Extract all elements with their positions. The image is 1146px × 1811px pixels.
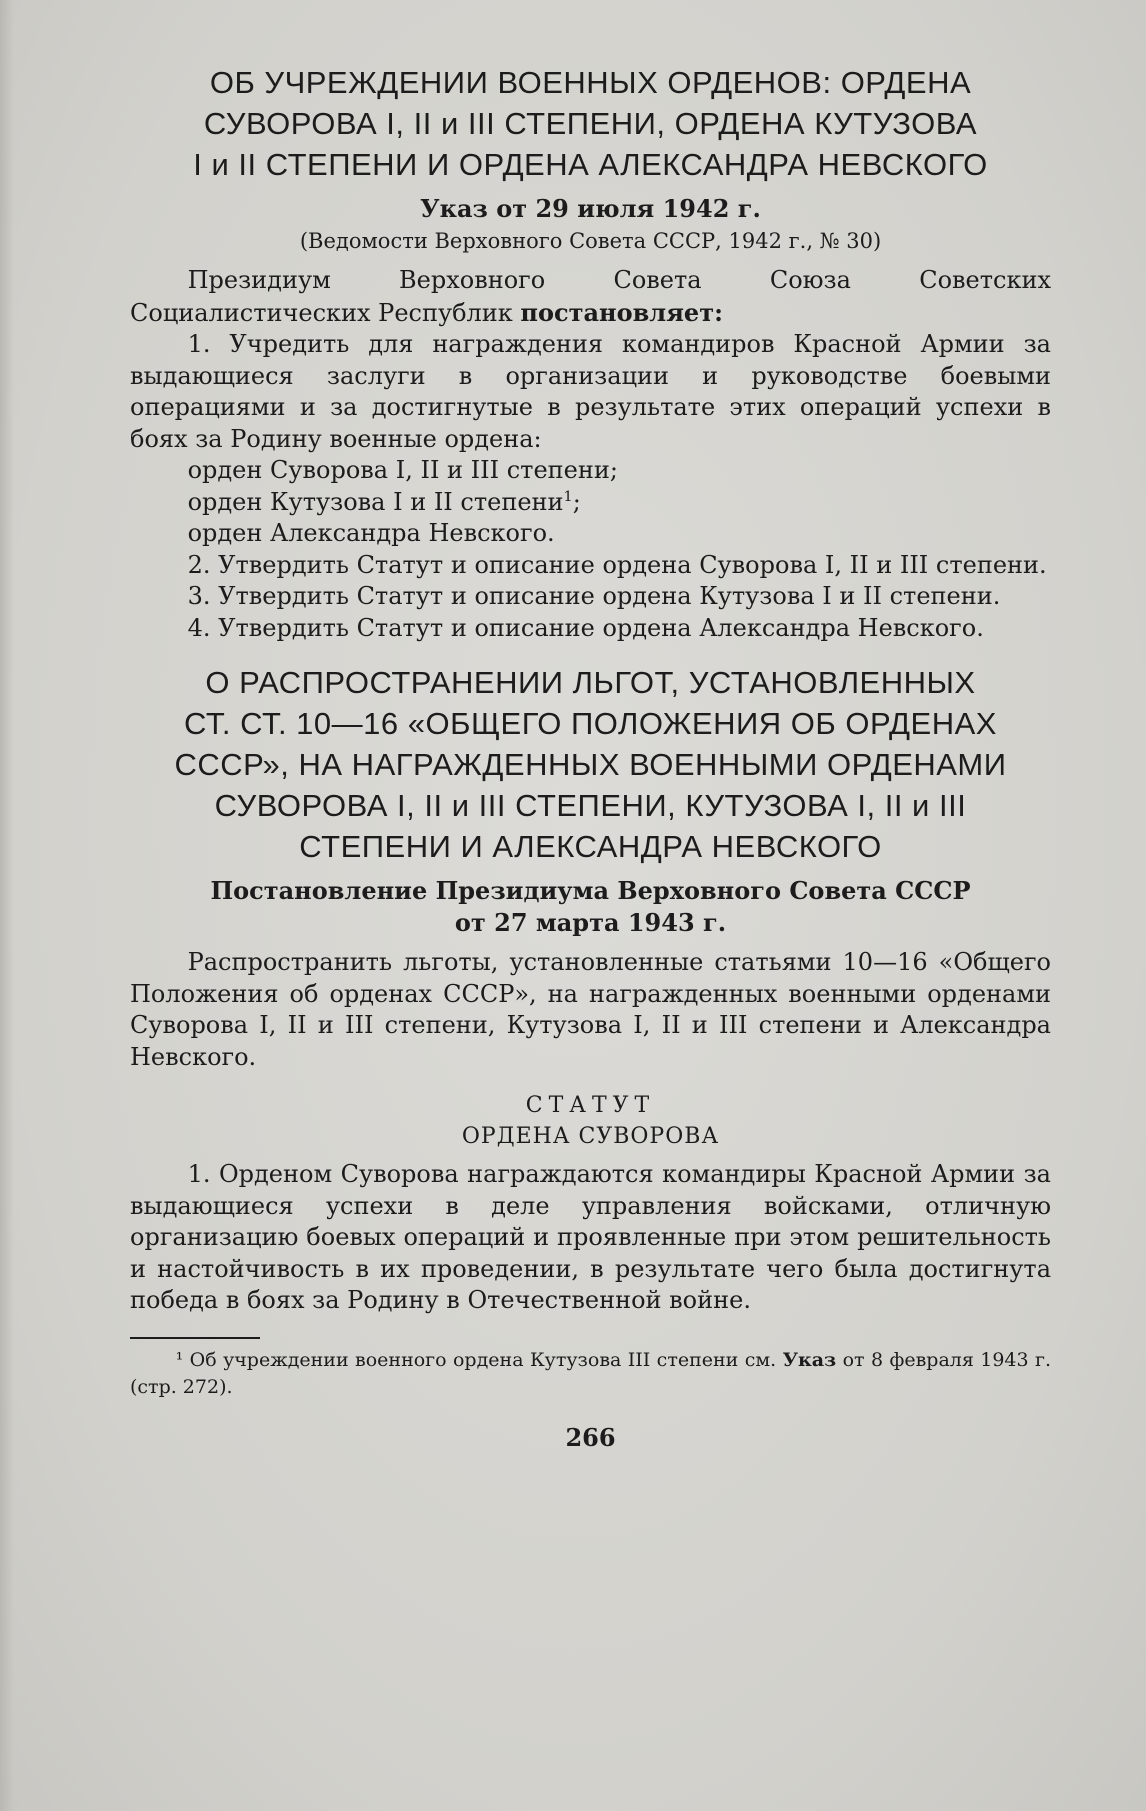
resolution-date: от 27 марта 1943 г. <box>454 908 727 937</box>
order-list-item-text: орден Кутузова I и II степени <box>187 487 564 516</box>
decree-item-3: 3. Утвердить Статут и описание ордена Кутузова I и II степени. <box>187 582 1001 610</box>
section2-title <box>130 662 1051 867</box>
order-list-item: орден Александра Невского. <box>187 519 555 547</box>
footnote <box>130 1347 1051 1401</box>
order-list-item <box>130 487 1051 519</box>
statute-item-1: 1. Орденом Суворова награждаются командиры Красной Армии за выдающиеся успехи в деле управления войсками, отличную организацию боевых операций и проявленные при этом решительность и настойчивость в их проведении, в результате чего была достигнута победа в боях за Родину в Отечественной войне. <box>130 1160 1051 1314</box>
decree-item-4: 4. Утвердить Статут и описание ордена Александра Невского. <box>187 613 984 642</box>
section2-title-line: СТ. СТ. 10—16 «ОБЩЕГО ПОЛОЖЕНИЯ ОБ ОРДЕНАХ <box>184 706 997 741</box>
section1-title-line: ОБ УЧРЕЖДЕНИИ ВОЕННЫХ ОРДЕНОВ: ОРДЕНА <box>209 65 972 100</box>
footnote-divider <box>130 1337 260 1339</box>
footnote-text: Об учреждении военного ордена Кутузова III степени см. <box>189 1348 777 1371</box>
section1-title-line: I и II СТЕПЕНИ И ОРДЕНА АЛЕКСАНДРА НЕВСКОГО <box>193 147 988 182</box>
resolution-title: Постановление Президиума Верховного Совета СССР <box>210 876 971 905</box>
decree-item-2: 2. Утвердить Статут и описание ордена Суворова I, II и III степени. <box>187 550 1047 579</box>
statute-subtitle: ОРДЕНА СУВОРОВА <box>461 1124 720 1149</box>
decree-intro-text: Президиум Верховного Совета Союза Советских Социалистических Республик <box>130 266 1051 327</box>
section2-title-line: СТЕПЕНИ И АЛЕКСАНДРА НЕВСКОГО <box>299 829 882 864</box>
resolution-body: Распространить льготы, установленные статьями 10—16 «Общего Положения об орденах СССР», на награжденных военными орденами Суворова I, II и III степени, Кутузова I, II и III степени и Александра Невского. <box>130 948 1051 1071</box>
section2-title-line: О РАСПРОСТРАНЕНИИ ЛЬГОТ, УСТАНОВЛЕННЫХ <box>205 665 976 700</box>
footnote-mark: ¹ <box>175 1348 184 1371</box>
decree-source: (Ведомости Верховного Совета СССР, 1942 г., № 30) <box>299 229 882 253</box>
decree-item-1: 1. Учредить для награждения командиров Красной Армии за выдающиеся заслуги в организации и руководстве боевыми операциями и за достигнутые в результате этих операций успехи в боях за Родину военные ордена: <box>130 330 1051 453</box>
footnote-mark: 1 <box>563 488 573 505</box>
section2-title-line: СУВОРОВА I, II и III СТЕПЕНИ, КУТУЗОВА I, II и III <box>214 788 967 823</box>
statute-title: СТАТУТ <box>525 1093 656 1118</box>
section2-title-line: СССР», НА НАГРАЖДЕННЫХ ВОЕННЫМИ ОРДЕНАМИ <box>174 747 1007 782</box>
decree-intro-bold: постановляет: <box>520 297 723 327</box>
page-number: 266 <box>565 1422 616 1452</box>
page-edge-shadow <box>0 0 14 1811</box>
order-list-item-end: ; <box>572 487 581 516</box>
footnote-text-end: от 8 февраля 1943 г. (стр. 272). <box>130 1348 1052 1398</box>
order-list-item: орден Суворова I, II и III степени; <box>187 456 618 484</box>
footnote-bold: Указ <box>782 1348 837 1371</box>
decree-intro <box>130 265 1051 329</box>
section1-title <box>130 62 1051 185</box>
decree-date: Указ от 29 июля 1942 г. <box>420 194 761 223</box>
section1-title-line: СУВОРОВА I, II и III СТЕПЕНИ, ОРДЕНА КУТУЗОВА <box>203 106 978 141</box>
